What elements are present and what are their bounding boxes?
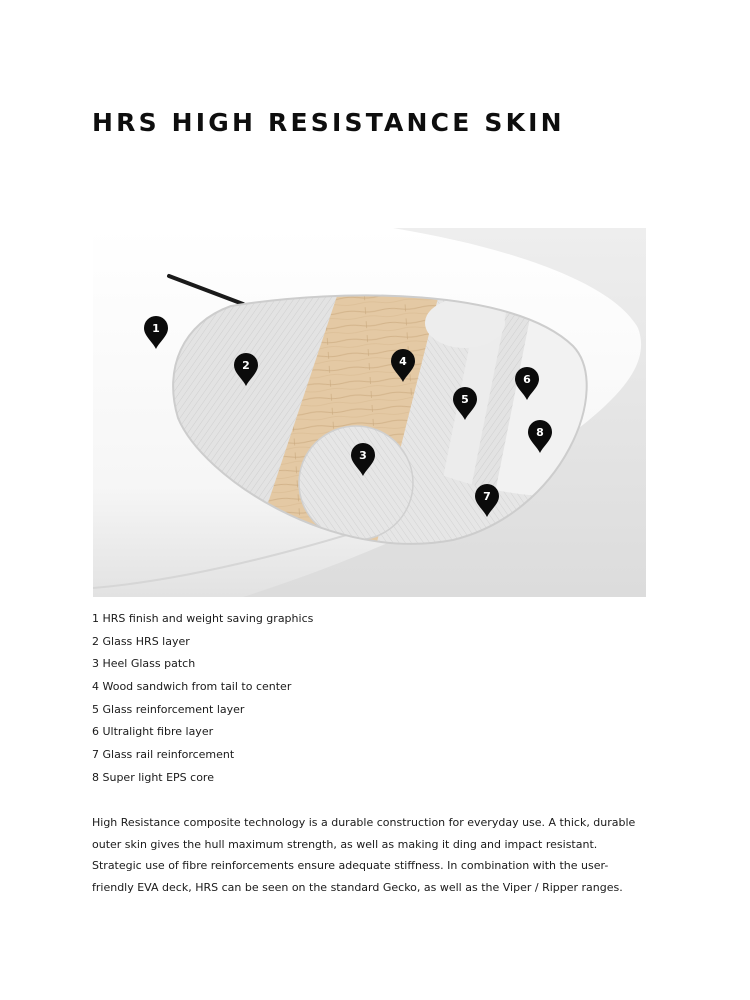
description-line: outer skin gives the hull maximum strength, as well as making it ding and impact resistant. [92,837,598,851]
description-line: friendly EVA deck, HRS can be seen on the standard Gecko, as well as the Viper / Ripper ranges. [92,880,623,894]
legend-item: 8 Super light EPS core [92,770,214,784]
legend-item: 6 Ultralight fibre layer [92,725,214,739]
marker-5-label: 5 [461,393,469,406]
marker-3-label: 3 [359,449,367,462]
marker-7-label: 7 [483,490,491,503]
page-title: HRS HIGH RESISTANCE SKIN [92,108,565,137]
legend-item: 3 Heel Glass patch [92,657,196,671]
marker-8-label: 8 [536,426,544,439]
legend-item: 2 Glass HRS layer [92,634,190,648]
marker-1-label: 1 [152,322,160,335]
marker-4-label: 4 [399,355,407,368]
description-paragraph [92,812,652,898]
legend-item: 4 Wood sandwich from tail to center [92,680,292,694]
board-layer-diagram [93,228,646,597]
legend-item: 1 HRS finish and weight saving graphics [92,612,314,625]
legend-item: 7 Glass rail reinforcement [92,748,235,762]
marker-6-label: 6 [523,373,531,386]
layer-legend [92,609,313,791]
legend-item: 5 Glass reinforcement layer [92,702,245,716]
heel-glass-patch [299,426,413,540]
description-line: High Resistance composite technology is a durable construction for everyday use. A thick, durable [92,816,636,829]
marker-2-label: 2 [242,359,250,372]
description-line: Strategic use of fibre reinforcements ensure adequate stiffness. In combination with the user- [92,859,609,873]
